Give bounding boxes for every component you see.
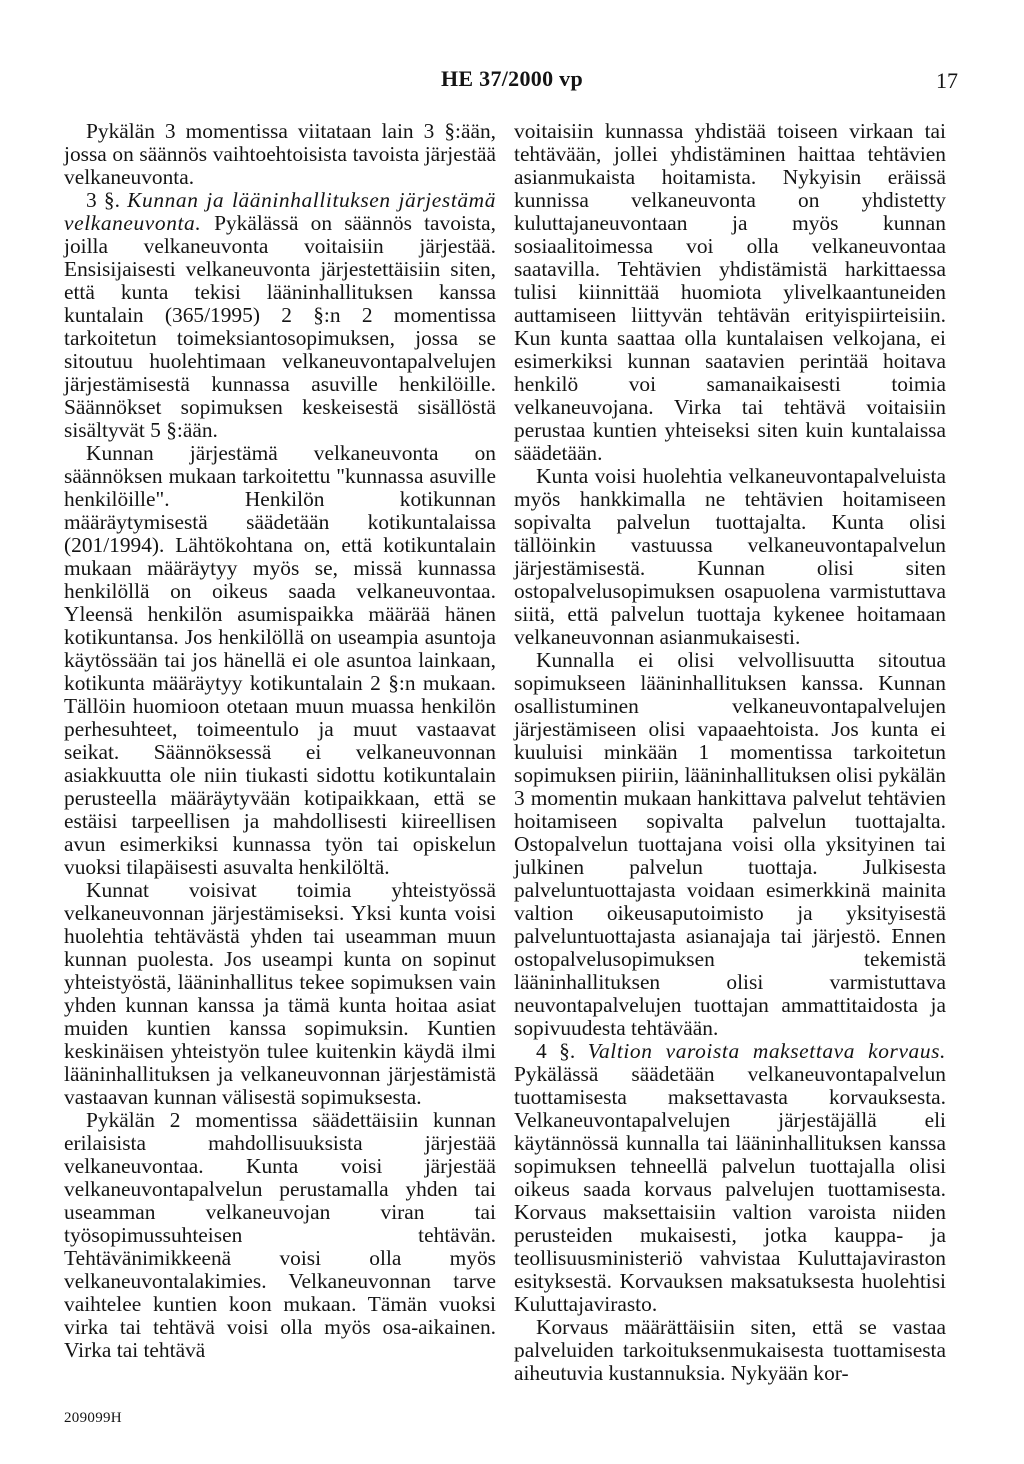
section-body: Pykälässä säädetään velkaneuvontapalvelun tuottamisesta maksettavasta korvauksesta. Velkaneuvontapalvelujen järjestäjällä eli käytännössä kunnalla tai lääninhallituksen kanssa sopimuksen tehneellä palvelun tuottajalla olisi oikeus saada korvaus palvelujen tuottamisesta. Korvaus maksettaisiin valtion varoista niiden perusteiden mukaisesti, jotka kauppa- ja teollisuusministeriö vahvistaa Kuluttajaviraston esityksestä. Korvauksen maksatuksesta huolehtisi Kuluttajavirasto.	[514, 1062, 946, 1316]
paragraph: Pykälän 2 momentissa säädettäisiin kunnan erilaisista mahdollisuuksista järjestää velkaneuvontaa. Kunta voisi järjestää velkaneuvontapalvelun perustamalla yhden tai useamman velkaneuvojan viran tai työsopimussuhteisen tehtävän. Tehtävänimikkeenä voisi olla myös velkaneuvontalakimies. Velkaneuvonnan tarve vaihtelee kuntien koon mukaan. Tämän vuoksi virka tai tehtävä voisi olla myös osa-aikainen. Virka tai tehtävä	[64, 1108, 496, 1362]
left-column	[64, 120, 496, 1362]
paragraph: Kunnalla ei olisi velvollisuutta sitoutua sopimukseen lääninhallituksen kanssa. Kunnan osallistuminen velkaneuvontapalvelujen järjestämiseen olisi vapaaehtoista. Jos kunta ei kuuluisi minkään 1 momentissa tarkoitetun sopimuksen piiriin, lääninhallituksen olisi pykälän 3 momentin mukaan hankittava palvelut tehtävien hoitamiseen sopivalta palvelun tuottajalta. Ostopalvelun tuottajana voisi olla yksityinen tai julkinen palvelun tuottaja. Julkisesta palveluntuottajasta voidaan esimerkkinä mainita valtion oikeusaputoimisto ja yksityisestä palveluntuottajasta asianajaja tai järjestö. Ennen ostopalvelusopimuksen tekemistä lääninhallituksen olisi varmistuttava neuvontapalvelujen tuottajan ammattitaidosta ja sopivuudesta tehtävään.	[514, 648, 946, 1040]
running-header-title: HE 37/2000 vp	[440, 66, 584, 91]
page-number: 17	[936, 68, 958, 93]
paragraph: Kunta voisi huolehtia velkaneuvontapalveluista myös hankkimalla ne tehtävien hoitamiseen sopivalta palvelun tuottajalta. Kunta olisi tällöinkin vastuussa velkaneuvontapalvelun järjestämisestä. Kunnan olisi siten ostopalvelusopimuksen osapuolena varmistuttava siitä, että palvelun tuottaja kykenee hoitamaan velkaneuvonnan asianmukaisesti.	[514, 464, 946, 649]
section-number: 4 §.	[536, 1039, 588, 1063]
print-code: 209099H	[64, 1410, 122, 1426]
section-body: Pykälässä on säännös tavoista, joilla velkaneuvonta voitaisiin järjestää. Ensisijaisesti velkaneuvonta järjestettäisiin siten, että kunta tekisi lääninhallituksen kanssa kuntalain (365/1995) 2 §:n 2 momentissa tarkoitetun toimeksiantosopimuksen, jossa se sitoutuu huolehtimaan velkaneuvontapalvelujen järjestämisestä kunnassa asuville henkilöille. Säännökset sopimuksen keskeisestä sisällöstä sisältyvät 5 §:ään.	[64, 211, 496, 442]
paragraph: Korvaus määrättäisiin siten, että se vastaa palveluiden tarkoituksenmukaisesta tuottamisesta aiheutuvia kustannuksia. Nykyään kor-	[514, 1315, 946, 1385]
paragraph: Kunnat voisivat toimia yhteistyössä velkaneuvonnan järjestämiseksi. Yksi kunta voisi huolehtia tehtävästä yhden tai useamman muun kunnan puolesta. Jos useampi kunta on sopinut yhteistyöstä, lääninhallitus tekee sopimuksen vain yhden kunnan kanssa ja tämä kunta hoitaa asiat muiden kuntien kanssa sopimuksin. Kuntien keskinäisen yhteistyön tulee kuitenkin käydä ilmi lääninhallituksen ja velkaneuvonnan järjestämistä vastaavan kunnan välisestä sopimuksesta.	[64, 878, 496, 1109]
paragraph: Pykälän 3 momentissa viitataan lain 3 §:ään, jossa on säännös vaihtoehtoisista tavoista järjestää velkaneuvonta.	[64, 119, 496, 189]
paragraph: Kunnan järjestämä velkaneuvonta on säännöksen mukaan tarkoitettu "kunnassa asuville henkilöille". Henkilön kotikunnan määräytymisestä säädetään kotikuntalaissa (201/1994). Lähtökohtana on, että kotikuntalain mukaan määräytyy myös se, missä kunnassa henkilöllä on oikeus saada velkaneuvontaa. Yleensä henkilön asumispaikka määrää hänen kotikuntansa. Jos henkilöllä on useampia asuntoja käytössään tai jos hänellä ei ole asuntoa lainkaan, kotikunta määräytyy kotikuntalain 2 §:n mukaan. Tällöin huomioon otetaan muun muassa henkilön perhesuhteet, toimeentulo ja muut vastaavat seikat. Säännöksessä ei velkaneuvonnan asiakkuutta ole niin tiukasti sidottu kotikuntalain perusteella määräytyvään kotipaikkaan, että se estäisi tarpeellisen ja mahdollisesti kiireellisen avun esimerkiksi kunnassa työn tai opiskelun vuoksi tilapäisesti asuvalta henkilöltä.	[64, 441, 496, 879]
section-paragraph	[64, 189, 496, 442]
section-number: 3 §.	[86, 188, 128, 212]
paragraph: voitaisiin kunnassa yhdistää toiseen virkaan tai tehtävään, jollei yhdistäminen haittaa tehtävien asianmukaista hoitamista. Nykyisin eräissä kunnissa velkaneuvonta on yhdistetty kuluttajaneuvontaan ja myös kunnan sosiaalitoimessa voi olla velkaneuvontaa saatavilla. Tehtävien yhdistämistä harkittaessa tulisi kiinnittää huomiota ylivelkaantuneiden auttamiseen liittyvän tehtävän erityispiirteisiin. Kun kunta saattaa olla kuntalaisen velkojana, ei esimerkiksi kunnan saatavien perintää hoitava henkilö voi samanaikaisesti toimia velkaneuvojana. Virka tai tehtävä voitaisiin perustaa kuntien yhteiseksi siten kuin kuntalaissa säädetään.	[514, 119, 946, 465]
section-title: Kunnan ja lääninhallituksen järjestämä velkaneuvonta.	[64, 188, 496, 235]
section-paragraph	[514, 1040, 946, 1316]
right-column	[514, 120, 946, 1385]
section-title: Valtion varoista maksettava korvaus.	[587, 1039, 947, 1063]
